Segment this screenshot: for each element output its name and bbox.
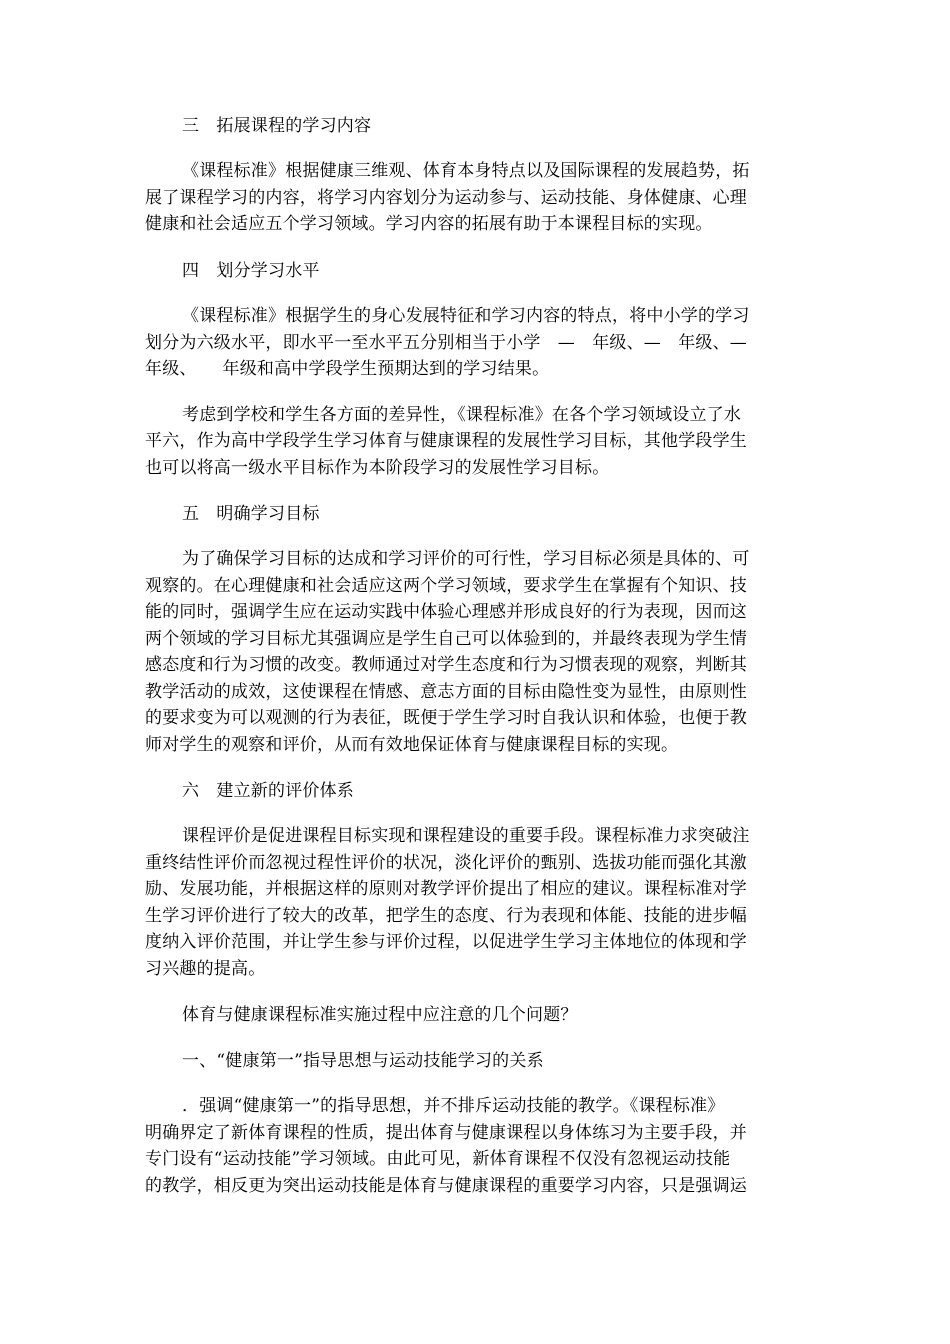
paragraph-line: 观察的。在心理健康和社会适应这两个学习领域，要求学生在掌握有个知识、技 — [145, 576, 747, 596]
paragraph-line: 年级、 年级和高中学段学生预期达到的学习结果。 — [145, 359, 550, 379]
section-heading-5: 五 明确学习目标 — [182, 504, 320, 524]
section-heading-3: 三 拓展课程的学习内容 — [182, 116, 372, 136]
paragraph-line: 习兴趣的提高。 — [145, 959, 266, 979]
paragraph-line: 两个领域的学习目标尤其强调应是学生自己可以体验到的，并最终表现为学生情 — [145, 629, 747, 649]
paragraph-line: 励、发展功能，并根据这样的原则对教学评价提出了相应的建议。课程标准对学 — [145, 879, 747, 899]
paragraph-line: 平六，作为高中学段学生学习体育与健康课程的发展性学习目标，其他学段学生 — [145, 431, 747, 451]
paragraph-line: 感态度和行为习惯的改变。教师通过对学生态度和行为习惯表现的观察，判断其 — [145, 655, 747, 675]
paragraph-line: 展了课程学习的内容，将学习内容划分为运动参与、运动技能、身体健康、心理 — [145, 188, 747, 208]
paragraph-line: 专门设有“运动技能”学习领域。由此可见，新体育课程不仅没有忽视运动技能 — [145, 1149, 731, 1169]
paragraph-line: 划分为六级水平，即水平一至水平五分别相当于小学 — 年级、— 年级、— — [145, 333, 747, 353]
paragraph-line: 为了确保学习目标的达成和学习评价的可行性，学习目标必须是具体的、可 — [182, 549, 750, 569]
paragraph-line: 生学习评价进行了较大的改革，把学生的态度、行为表现和体能、技能的进步幅 — [145, 906, 747, 926]
paragraph-line: 度纳入评价范围，并让学生参与评价过程，以促进学生学习主体地位的体现和学 — [145, 932, 747, 952]
paragraph-line: 明确界定了新体育课程的性质，提出体育与健康课程以身体练习为主要手段，并 — [145, 1123, 747, 1143]
paragraph-line: 考虑到学校和学生各方面的差异性，《课程标准》在各个学习领域设立了水 — [182, 405, 742, 425]
paragraph-line: 教学活动的成效，这使课程在情感、意志方面的目标由隐性变为显性，由原则性 — [145, 682, 747, 702]
paragraph-line: 健康和社会适应五个学习领域。学习内容的拓展有助于本课程目标的实现。 — [145, 214, 713, 234]
paragraph-line: 的要求变为可以观测的行为表征，既便于学生学习时自我认识和体验，也便于教 — [145, 708, 747, 728]
paragraph-line: 也可以将高一级水平目标作为本阶段学习的发展性学习目标。 — [145, 458, 610, 478]
paragraph-line: 课程评价是促进课程目标实现和课程建设的重要手段。课程标准力求突破注 — [182, 826, 750, 846]
question-heading: 体育与健康课程标准实施过程中应注意的几个问题？ — [182, 1005, 578, 1025]
paragraph-line: 《课程标准》根据学生的身心发展特征和学习内容的特点，将中小学的学习 — [182, 306, 750, 326]
paragraph-line: ．强调“健康第一”的指导思想，并不排斥运动技能的教学。《课程标准》 — [182, 1096, 725, 1116]
paragraph-line: 能的同时，强调学生应在运动实践中体验心理感并形成良好的行为表现，因而这 — [145, 602, 747, 622]
paragraph-line: 的教学，相反更为突出运动技能是体育与健康课程的重要学习内容，只是强调运 — [145, 1176, 747, 1196]
paragraph-line: 重终结性评价而忽视过程性评价的状况，淡化评价的甄别、选拔功能而强化其激 — [145, 853, 747, 873]
section-heading-6: 六 建立新的评价体系 — [182, 781, 354, 801]
section-heading-4: 四 划分学习水平 — [182, 261, 320, 281]
paragraph-line: 《课程标准》根据健康三维观、体育本身特点以及国际课程的发展趋势，拓 — [182, 161, 750, 181]
paragraph-line: 师对学生的观察和评价，从而有效地保证体育与健康课程目标的实现。 — [145, 735, 679, 755]
subsection-heading-1: 一、“健康第一”指导思想与运动技能学习的关系 — [182, 1051, 544, 1071]
